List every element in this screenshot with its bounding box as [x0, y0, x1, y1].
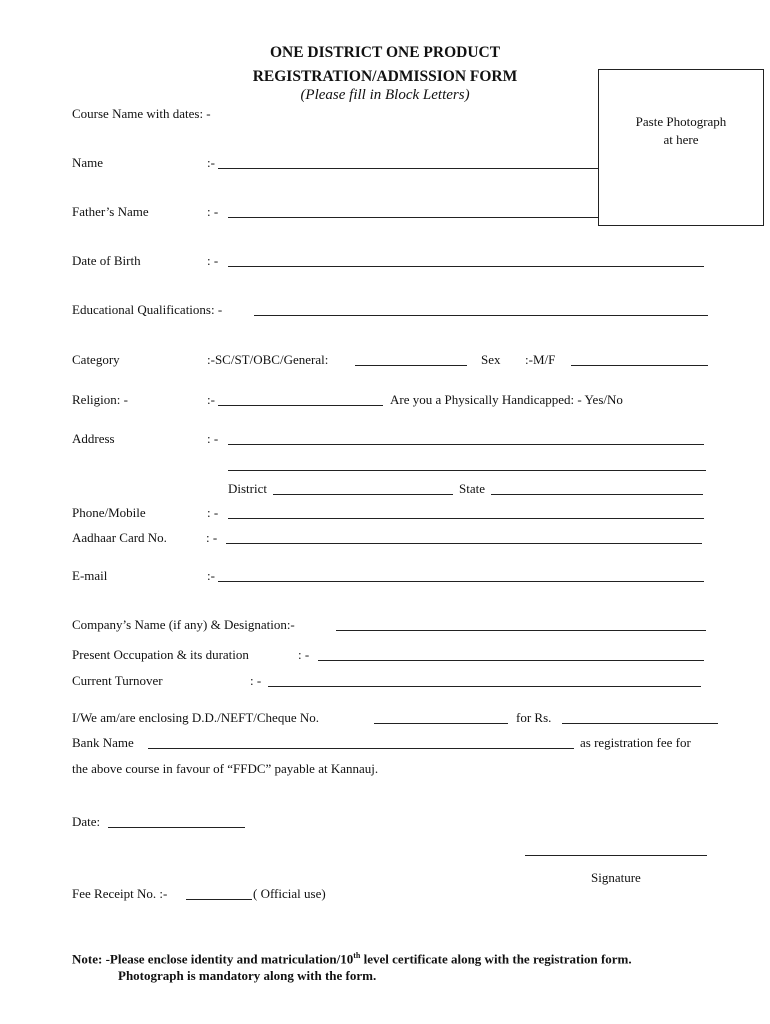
address-line1-field[interactable] — [228, 444, 704, 445]
religion-field[interactable] — [218, 405, 383, 406]
note-suffix: level certificate along with the registration form. — [360, 951, 632, 967]
cheque-number-field[interactable] — [374, 723, 508, 724]
registration-fee-text: as registration fee for — [580, 735, 691, 750]
note-prefix: Note: -Please enclose identity and matriculation/10 — [72, 951, 354, 967]
education-label: Educational Qualifications: - — [72, 302, 223, 317]
category-field[interactable] — [355, 365, 467, 366]
father-sep: : - — [207, 204, 219, 219]
email-field[interactable] — [218, 581, 704, 582]
phone-sep: : - — [207, 505, 219, 520]
bank-label: Bank Name — [72, 735, 134, 750]
category-options: :-SC/ST/OBC/General: — [207, 352, 329, 367]
phone-label: Phone/Mobile — [72, 505, 146, 520]
name-label: Name — [72, 155, 104, 170]
turnover-field[interactable] — [268, 686, 701, 687]
payment-text-1: I/We am/are enclosing D.D./NEFT/Cheque No. — [72, 710, 319, 725]
handicapped-question: Are you a Physically Handicapped: - Yes/No — [390, 392, 623, 407]
aadhaar-sep: : - — [206, 530, 218, 545]
occupation-sep: : - — [298, 647, 310, 662]
religion-label: Religion: - — [72, 392, 128, 407]
dob-field[interactable] — [228, 266, 704, 267]
education-field[interactable] — [254, 315, 708, 316]
photo-box-line2: at here — [663, 132, 699, 147]
father-label: Father’s Name — [72, 204, 149, 219]
name-sep: :- — [207, 155, 215, 170]
occupation-label: Present Occupation & its duration — [72, 647, 249, 662]
note-line1 — [72, 951, 632, 967]
fee-receipt-label: Fee Receipt No. :- — [72, 886, 168, 901]
aadhaar-field[interactable] — [226, 543, 702, 544]
sex-label: Sex — [481, 352, 501, 367]
state-label: State — [459, 481, 485, 496]
bank-field[interactable] — [148, 748, 574, 749]
payment-text-2: the above course in favour of “FFDC” payable at Kannauj. — [72, 761, 379, 776]
official-use-text: ( Official use) — [253, 886, 326, 901]
form-title-line1: ONE DISTRICT ONE PRODUCT — [269, 44, 501, 61]
dob-label: Date of Birth — [72, 253, 141, 268]
dob-sep: : - — [207, 253, 219, 268]
turnover-label: Current Turnover — [72, 673, 163, 688]
turnover-sep: : - — [250, 673, 262, 688]
aadhaar-label: Aadhaar Card No. — [72, 530, 167, 545]
payment-for-text: for Rs. — [516, 710, 552, 725]
district-field[interactable] — [273, 494, 453, 495]
form-title-line2: REGISTRATION/ADMISSION FORM — [252, 68, 518, 85]
photo-box[interactable] — [598, 69, 764, 226]
district-label: District — [228, 481, 267, 496]
address-label: Address — [72, 431, 115, 446]
amount-field[interactable] — [562, 723, 718, 724]
state-field[interactable] — [491, 494, 703, 495]
sex-options: :-M/F — [525, 352, 556, 367]
date-label: Date: — [72, 814, 101, 829]
email-label: E-mail — [72, 568, 108, 583]
company-label: Company’s Name (if any) & Designation:- — [72, 617, 295, 632]
photo-box-line1: Paste Photograph — [635, 114, 727, 129]
course-label: Course Name with dates: - — [72, 106, 211, 121]
note-superscript: th — [353, 951, 361, 960]
date-field[interactable] — [108, 827, 245, 828]
signature-field[interactable] — [525, 855, 707, 856]
occupation-field[interactable] — [318, 660, 704, 661]
category-label: Category — [72, 352, 120, 367]
signature-label: Signature — [591, 870, 641, 885]
name-field[interactable] — [218, 168, 598, 169]
address-line2-field[interactable] — [228, 470, 706, 471]
father-field[interactable] — [228, 217, 598, 218]
sex-field[interactable] — [571, 365, 708, 366]
form-subtitle: (Please fill in Block Letters) — [300, 87, 470, 103]
email-sep: :- — [207, 568, 215, 583]
address-sep: : - — [207, 431, 219, 446]
religion-sep: :- — [207, 392, 215, 407]
fee-receipt-field[interactable] — [186, 899, 252, 900]
phone-field[interactable] — [228, 518, 704, 519]
note-line2: Photograph is mandatory along with the form. — [118, 968, 377, 983]
company-field[interactable] — [336, 630, 706, 631]
